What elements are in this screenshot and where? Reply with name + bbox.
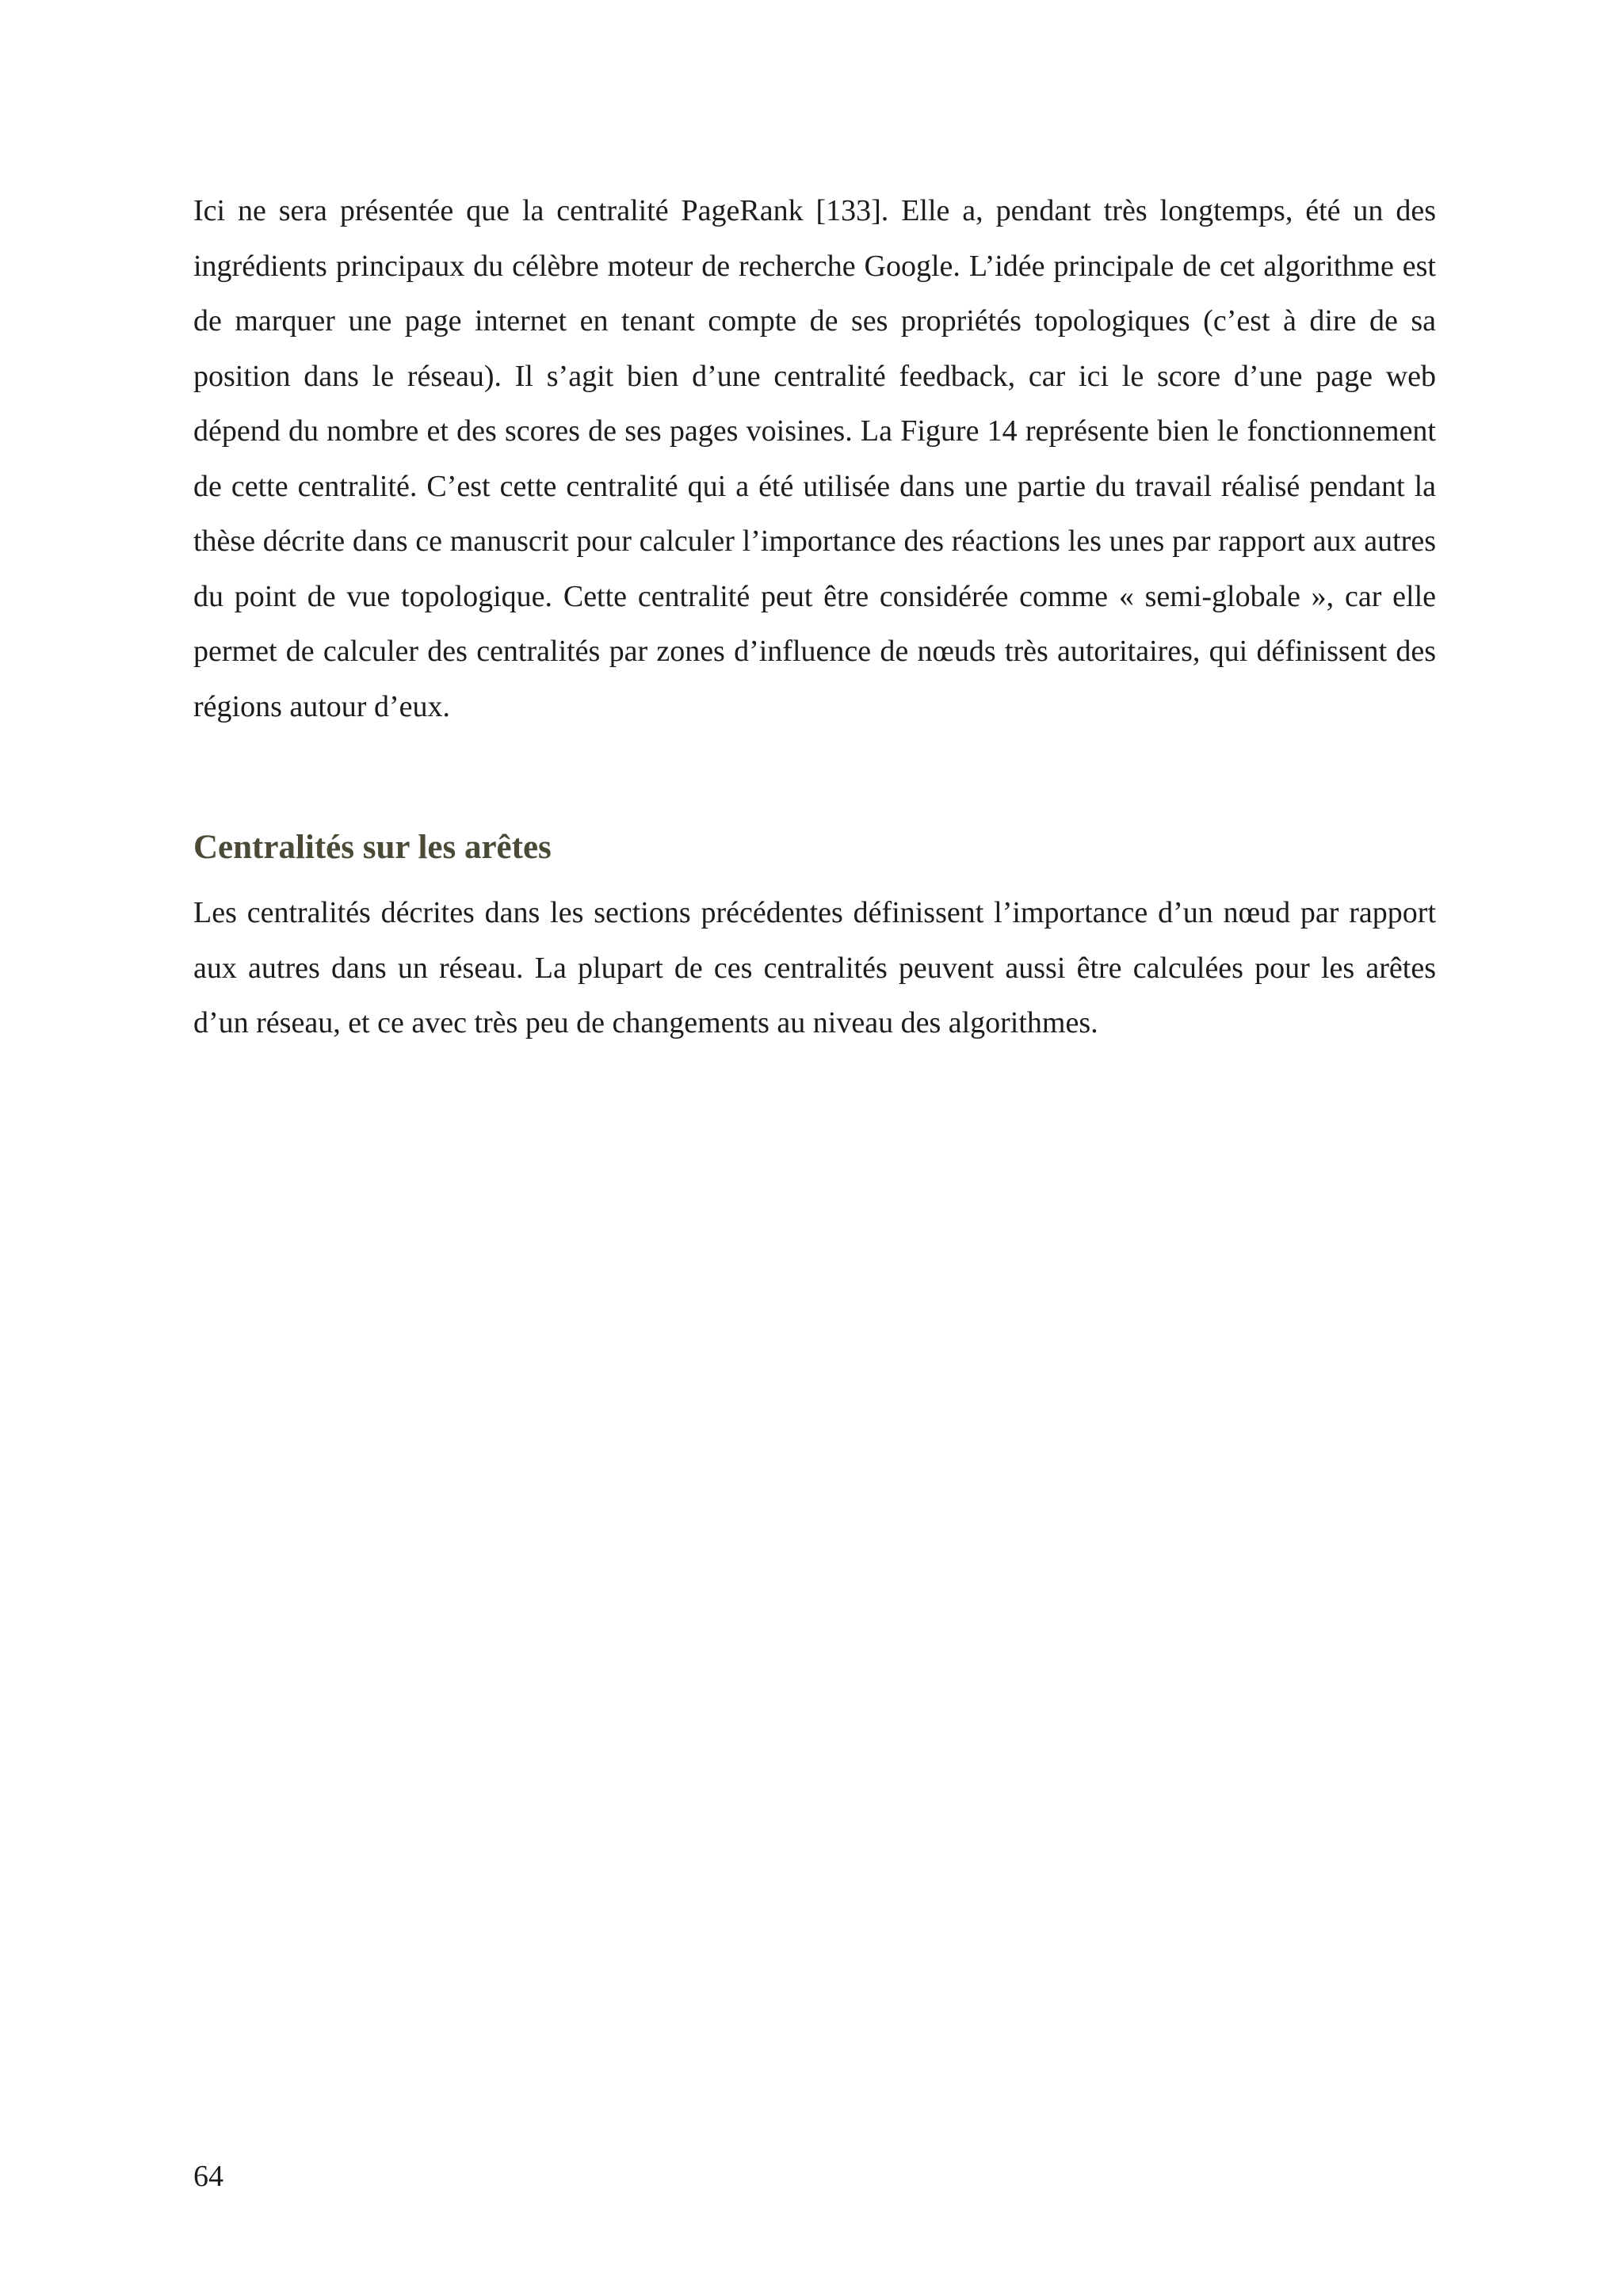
body-paragraph-pagerank: Ici ne sera présentée que la centralité PageRank [133]. Elle a, pendant très longtemps, été un des ingrédients principaux du célèbre moteur de recherche Google. L’idée principale de cet algorithme est de marquer une page internet en tenant compte de ses propriétés topologiques (c’est à dire de sa position dans le réseau). Il s’agit bien d’une centralité feedback, car ici le score d’une page web dépend du nombre et des scores de ses pages voisines. La Figure 14 représente bien le fonctionnement de cette centralité. C’est cette centralité qui a été utilisée dans une partie du travail réalisé pendant la thèse décrite dans ce manuscrit pour calculer l’importance des réactions les unes par rapport aux autres du point de vue topologique. Cette centralité peut être considérée comme « semi-globale », car elle permet de calculer des centralités par zones d’influence de nœuds très autoritaires, qui définissent des régions autour d’eux.: [193, 194, 1436, 723]
body-paragraph-edge-centralities: Les centralités décrites dans les sections précédentes définissent l’importance d’un nœud par rapport aux autres dans un réseau. La plupart de ces centralités peuvent aussi être calculées pour les arêtes d’un réseau, et ce avec très peu de changements au niveau des algorithmes.: [193, 896, 1436, 1039]
page-number: 64: [193, 2160, 223, 2193]
section-heading: Centralités sur les arêtes: [193, 829, 552, 866]
